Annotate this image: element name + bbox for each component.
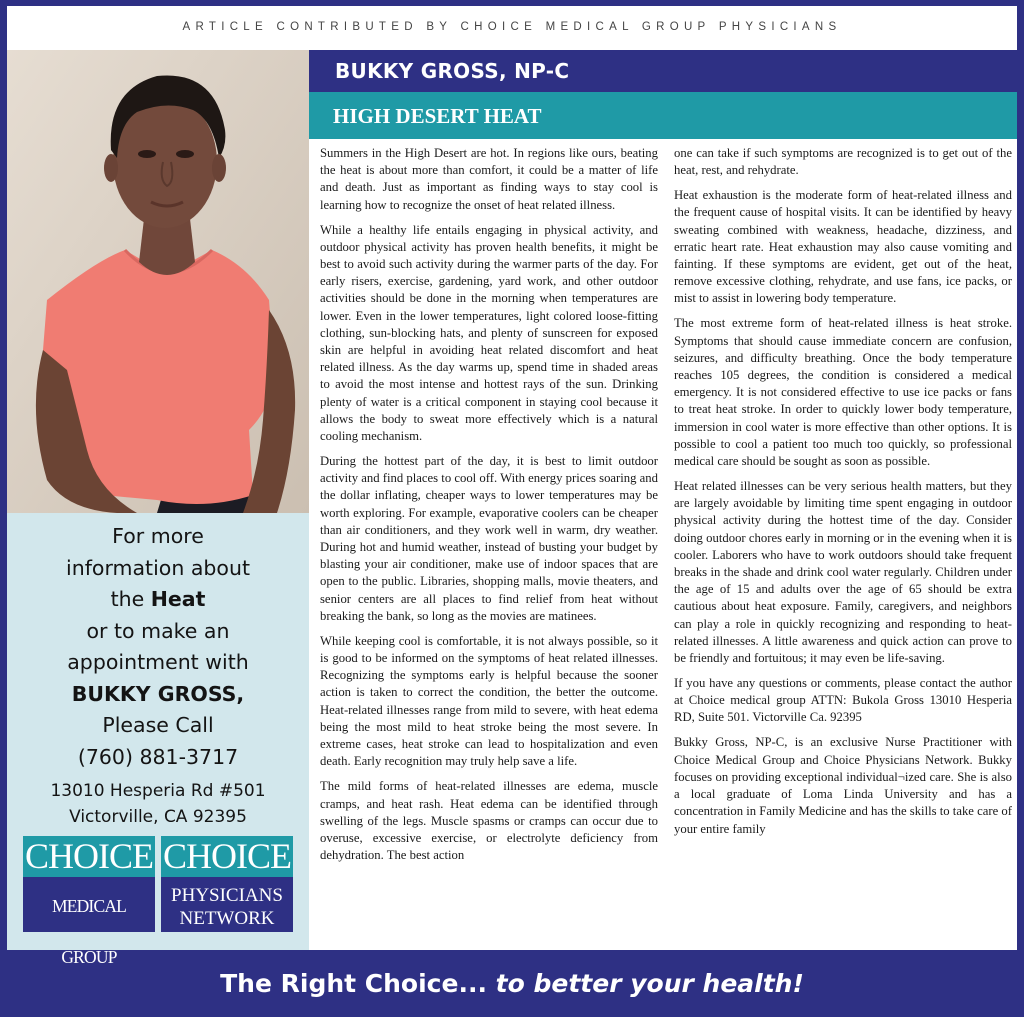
article-paragraph: While a healthy life entails engaging in physical activity, and outdoor physical activity has proven health benefits, it might be best to avoid such activity during the warmer parts of the day. For early risers, exercise, gardening, yard work, and other outdoor activities should be done in the morning when temperatures are lower. Even in the lower temperatures, light colored loose-fitting clothing, sun-blocking hats, and plenty of sunscreen for exposed skin are helpful in avoiding heat related discomfort and heat related illness. As the day warms up, spend time in shaded areas to avoid the most intense and hottest rays of the sun. Drinking plenty of water is a critical component in staying cool because it allows the body to sweat more effectively which is a natural cooling mechanism. <box>320 222 658 444</box>
header-kicker: ARTICLE CONTRIBUTED BY CHOICE MEDICAL GROUP PHYSICIANS <box>182 21 842 33</box>
logo-right-bottom-line-1: PHYSICIANS <box>171 885 283 906</box>
info-phone[interactable]: (760) 881-3717 <box>77 744 239 769</box>
info-line-5: appointment with <box>67 650 249 674</box>
header-band <box>7 6 1017 50</box>
info-line-1: For more <box>112 524 204 548</box>
footer-tagline-part-1: The Right Choice... <box>220 969 487 998</box>
info-line-4: or to make an <box>86 618 230 643</box>
article-paragraph: During the hottest part of the day, it is best to limit outdoor activity and find places to cool off. With energy prices soaring and the dollar inflating, cheaper ways to lower temperatures may be worth exploring. For example, evaporative coolers can be cheaper than air conditioners, and they work well in warm, dry weather. During hot and humid weather, instead of busting your budget by blasting your air conditioner, make use of indoor spaces that are open to the public. Libraries, shopping malls, movie theaters, and senior centers are all places to find relief from heat without breaking the bank, so long as the movies are matinees. <box>320 454 658 623</box>
footer-tagline-part-2: to better your health! <box>486 969 804 998</box>
contact-panel <box>7 513 309 967</box>
article-paragraph: The mild forms of heat-related illnesses are edema, muscle cramps, and heat rash. Heat edema can be identified through swelling of the legs. Muscle spasms or cramps can occur due to overuse, excessive exercise, or electrolyte deficiency from dehydration. The best action <box>320 779 658 863</box>
article-title-bar <box>309 92 1017 139</box>
logo-left-top: CHOICE <box>25 836 153 876</box>
info-line-3-prefix: the <box>110 587 151 611</box>
article-paragraph: Bukky Gross, NP-C, is an exclusive Nurse Practitioner with Choice Medical Group and Choice Physicians Network. Bukky focuses on providing exceptional individual¬ized care. She is also a local graduate of Loma Linda University and has a concentration in Family Medicine and has the skills to take care of your entire family <box>674 735 1012 836</box>
choice-physicians-network-logo <box>161 836 293 932</box>
article-title: HIGH DESERT HEAT <box>333 104 542 128</box>
article-paragraph: If you have any questions or comments, please contact the author at Choice medical group ATTN: Bukola Gross 13010 Hesperia RD, Suite 501. Victorville Ca. 92395 <box>674 676 1012 725</box>
article-column-2 <box>674 145 1012 846</box>
article-column-1 <box>320 145 658 872</box>
info-line-2: information about <box>66 555 250 580</box>
logo-right-bottom-line-2: NETWORK <box>179 908 275 929</box>
article-paragraph: one can take if such symptoms are recognized is to get out of the heat, rest, and rehydrate. <box>674 146 1012 178</box>
info-address-line-2: Victorville, CA 92395 <box>69 807 247 827</box>
author-name: BUKKY GROSS, NP-C <box>335 59 570 83</box>
info-author-name: BUKKY GROSS, <box>71 681 245 706</box>
author-photo <box>7 50 309 513</box>
logo-right-top: CHOICE <box>163 836 291 876</box>
info-address-line-1: 13010 Hesperia Rd #501 <box>50 781 266 801</box>
info-heat-word: Heat <box>150 587 206 611</box>
author-portrait-illustration <box>7 50 309 513</box>
author-name-bar <box>309 50 1017 92</box>
info-please-call: Please Call <box>102 713 214 737</box>
article-paragraph: Heat related illnesses can be very serious health matters, but they are largely avoidable by limiting time spent engaging in outdoor physical activity during the hottest time of the day. Consider doing outdoor chores early in morning or in the evening when it is cooler. Laborers who have to work outdoors should take frequent breaks in the shade and drink cool water regularly. Children under the age of 15 and adults over the age of 65 should be extra cautious about heat exposure. Family, caregivers, and neighbors can play a role in quickly recognizing and responding to heat-related illnesses. A little awareness and quick action can prove to be friendly and fortuitous; it may even be life-saving. <box>674 479 1012 666</box>
article-body <box>309 139 1017 950</box>
footer-tagline <box>0 950 1024 1017</box>
logo-left-bottom: MEDICAL GROUP <box>51 896 127 967</box>
article-paragraph: While keeping cool is comfortable, it is not always possible, so it is good to be informed on the symptoms of heat related illnesses. Recognizing the symptoms early is helpful because the sooner action is taken to correct the condition, the better the outcome. Heat-related illnesses range from mild to severe, with heat edema being the most mild to heat stroke being the most severe. In extreme cases, heat stroke can lead to hospitalization and even death. Early recognition may truly help save a life. <box>320 633 658 769</box>
logos <box>23 836 293 967</box>
info-line-3 <box>7 584 309 616</box>
logo-right-bottom <box>161 881 293 932</box>
article-paragraph: Summers in the High Desert are hot. In regions like ours, beating the heat is about more than comfort, it could be a matter of life and death. Just as important as finding ways to stay cool is learning how to recognize the onset of heat related illness. <box>320 146 658 212</box>
choice-medical-group-logo <box>23 836 155 967</box>
article-paragraph: The most extreme form of heat-related illness is heat stroke. Symptoms that should cause immediate concern are confusion, seizures, and difficulty breathing. Once the body temperature reaches 105 degrees, the condition is considered a medical emergency. It is not considered effective to use ice packs or fans to treat heat stroke. In order to quickly lower body temperature, immersion in cool water is more effective than other options. It is possible to cool a patient too much too quickly, so professional medical care should be sought as soon as possible. <box>674 316 1012 469</box>
article-paragraph: Heat exhaustion is the moderate form of heat-related illness and the frequent cause of hospital visits. It can be identified by heavy sweating combined with weakness, headache, dizziness, and erratic heart rate. Heat exhaustion may also cause vomiting and fainting. If these symptoms are evident, get out of the heat, remove excessive clothing, rehydrate, and use fans, ice packs, or mist to assist in lowering body temperature. <box>674 188 1012 306</box>
